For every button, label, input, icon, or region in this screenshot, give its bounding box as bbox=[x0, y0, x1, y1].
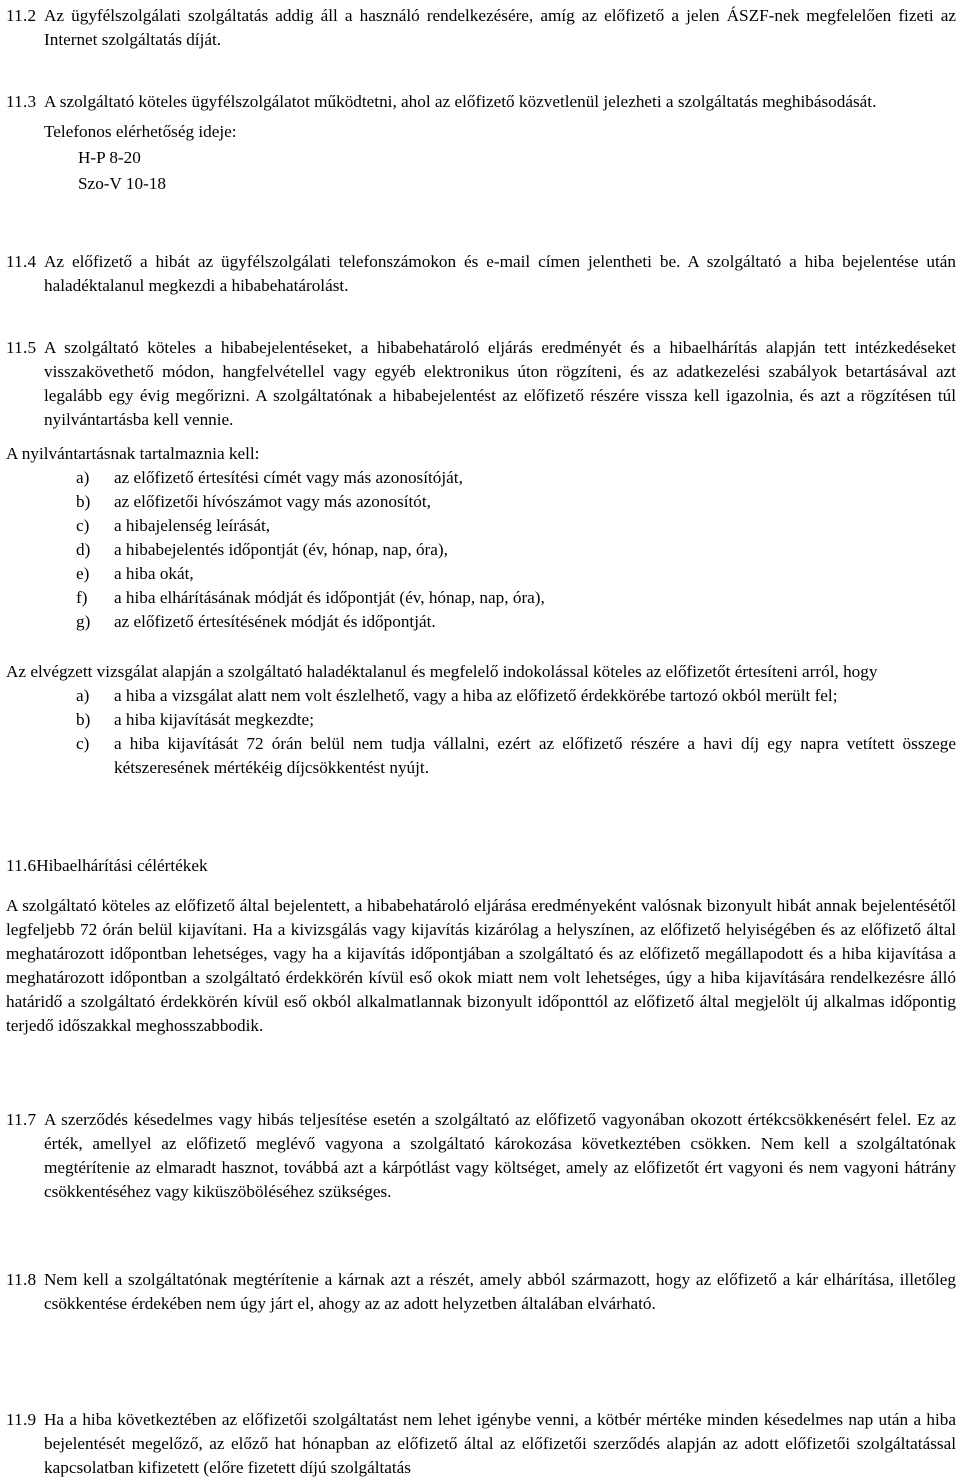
section-number: 11.7 bbox=[6, 1110, 37, 1129]
section-text: Az előfizető a hibát az ügyfélszolgálati telefonszámokon és e-mail címen jelentheti be. A szolgáltató a hiba bejelentése után haladéktalanul megkezdi a hibabehatárolást. bbox=[44, 252, 956, 295]
section-heading-text: Hibaelhárítási célértékek bbox=[36, 856, 208, 875]
section-11-2 bbox=[6, 4, 956, 52]
section-number: 11.2 bbox=[6, 6, 37, 25]
list-text: a hiba kijavítását 72 órán belül nem tudja vállalni, ezért az előfizető részére a havi díj egy napra vetített összege kétszeresének mértékéig díjcsökkentést nyújt. bbox=[114, 734, 956, 777]
list-label: e) bbox=[76, 564, 90, 583]
register-requirements bbox=[6, 442, 956, 634]
phone-hours-label: Telefonos elérhetőség ideje: bbox=[44, 122, 237, 141]
section-text: Ha a hiba következtében az előfizetői szolgáltatást nem lehet igénybe venni, a kötbér mértéke minden késedelmes nap után a hiba bejelentését megelőző, az előző hat hónapban az előfizető által az előfizetői szerződés alapján az adott előfizetői szolgáltatással kapcsolatban kifizetett (előre fizetett díjú szolgáltatás bbox=[44, 1410, 956, 1477]
list-item bbox=[6, 684, 956, 708]
section-number: 11.9 bbox=[6, 1410, 37, 1429]
list-label: d) bbox=[76, 540, 91, 559]
section-heading bbox=[6, 854, 956, 878]
section-number: 11.6 bbox=[6, 856, 37, 875]
list-item bbox=[6, 514, 956, 538]
section-11-5 bbox=[6, 336, 956, 432]
list-item bbox=[6, 732, 956, 780]
section-text: A szerződés késedelmes vagy hibás teljesítése esetén a szolgáltató az előfizető vagyonában okozott értékcsökkenésért felel. Ez az érték, amellyel az előfizető meglévő vagyona a szolgáltató károkozása következtében csökken. Nem kell a szolgáltatónak megtérítenie az elmaradt hasznot, továbbá azt a kárpótlást vagy költséget, amely az előfizetőt ért vagyoni és nem vagyoni hátrány csökkentéséhez vagy kiküszöböléséhez szükséges. bbox=[44, 1110, 956, 1201]
list-item bbox=[6, 466, 956, 490]
hours-weekend: Szo-V 10-18 bbox=[78, 174, 167, 193]
list-text: a hibajelenség leírását, bbox=[114, 516, 271, 535]
notification-intro: Az elvégzett vizsgálat alapján a szolgáltató haladéktalanul és megfelelő indokolással köteles az előfizetőt értesíteni arról, hogy bbox=[6, 662, 878, 681]
list-label: a) bbox=[76, 686, 90, 705]
list-label: b) bbox=[76, 710, 91, 729]
section-11-3 bbox=[6, 90, 956, 196]
list-text: a hiba okát, bbox=[114, 564, 194, 583]
list-label: b) bbox=[76, 492, 91, 511]
list-item bbox=[6, 562, 956, 586]
section-11-8 bbox=[6, 1268, 956, 1316]
section-number: 11.8 bbox=[6, 1270, 37, 1289]
list-label: c) bbox=[76, 516, 90, 535]
list-item bbox=[6, 708, 956, 732]
list-label: a) bbox=[76, 468, 90, 487]
list-text: az előfizető értesítési címét vagy más azonosítóját, bbox=[114, 468, 463, 487]
list-label: c) bbox=[76, 734, 90, 753]
section-11-7 bbox=[6, 1108, 956, 1204]
list-item bbox=[6, 610, 956, 634]
list-text: a hibabejelentés időpontját (év, hónap, nap, óra), bbox=[114, 540, 448, 559]
list-text: a hiba elhárításának módját és időpontját (év, hónap, nap, óra), bbox=[114, 588, 545, 607]
section-text: A szolgáltató köteles az előfizető által bejelentett, a hibabehatároló eljárása eredményeként valósnak bizonyult hibát annak bejelentésétől legfeljebb 72 órán belül kijavítani. Ha a kivizsgálás vagy kijavítás kizárólag a helyszínen, az előfizető helyiségében és az előfizető által meghatározott időpontban lehetséges, vagy ha a kijavítás időpontjában a szolgáltató és az előfizető megállapodott és a hiba kijavítása a meghatározott időpontban a szolgáltató érdekkörén kívül eső okok miatt nem volt lehetséges, úgy a hiba kijavítására rendelkezésre álló határidő a szolgáltató érdekkörén kívül eső okból alkalmatlannak bizonyult időponttól az előfizető által megjelölt új alkalmas időpontig terjedő időszakkal meghosszabbodik. bbox=[6, 896, 956, 1035]
section-number: 11.4 bbox=[6, 252, 37, 271]
list-text: az előfizető értesítésének módját és időpontját. bbox=[114, 612, 436, 631]
list-text: a hiba kijavítását megkezdte; bbox=[114, 710, 314, 729]
list-text: a hiba a vizsgálat alatt nem volt észlelhető, vagy a hiba az előfizető érdekkörébe tartozó okból merült fel; bbox=[114, 686, 838, 705]
register-list bbox=[6, 466, 956, 634]
list-label: f) bbox=[76, 588, 88, 607]
list-item bbox=[6, 586, 956, 610]
section-text: A szolgáltató köteles a hibabejelentéseket, a hibabehatároló eljárás eredményét és a hibaelhárítás alapján tett intézkedéseket visszakövethető módon, hangfelvétellel vagy egyéb elektronikus úton rögzíteni, és az adatkezelési szabályok betartásával azt legalább egy évig megőrizni. A szolgáltatónak a hibabejelentést az előfizető részére vissza kell igazolnia, és azt a rögzítésen túl nyilvántartásba kell vennie. bbox=[44, 338, 956, 429]
register-intro: A nyilvántartásnak tartalmaznia kell: bbox=[6, 444, 260, 463]
section-text: Nem kell a szolgáltatónak megtérítenie a kárnak azt a részét, amely abból származott, hogy az előfizető a kár elhárítása, illetőleg csökkentése érdekében nem úgy járt el, ahogy az az adott helyzetben általában elvárható. bbox=[44, 1270, 956, 1313]
notification-list bbox=[6, 684, 956, 780]
section-text: A szolgáltató köteles ügyfélszolgálatot működtetni, ahol az előfizető közvetlenül jelezheti a szolgáltatás meghibásodását. bbox=[44, 92, 877, 111]
section-number: 11.3 bbox=[6, 92, 37, 111]
list-text: az előfizetői hívószámot vagy más azonosítót, bbox=[114, 492, 431, 511]
section-number: 11.5 bbox=[6, 338, 37, 357]
section-text: Az ügyfélszolgálati szolgáltatás addig áll a használó rendelkezésére, amíg az előfizető a jelen ÁSZF-nek megfelelően fizeti az Internet szolgáltatás díját. bbox=[44, 6, 956, 49]
notification-requirements bbox=[6, 660, 956, 780]
list-label: g) bbox=[76, 612, 91, 631]
hours-weekdays: H-P 8-20 bbox=[78, 148, 141, 167]
section-11-4 bbox=[6, 250, 956, 298]
section-11-9 bbox=[6, 1408, 956, 1480]
section-11-6 bbox=[6, 854, 956, 1038]
list-item bbox=[6, 538, 956, 562]
list-item bbox=[6, 490, 956, 514]
